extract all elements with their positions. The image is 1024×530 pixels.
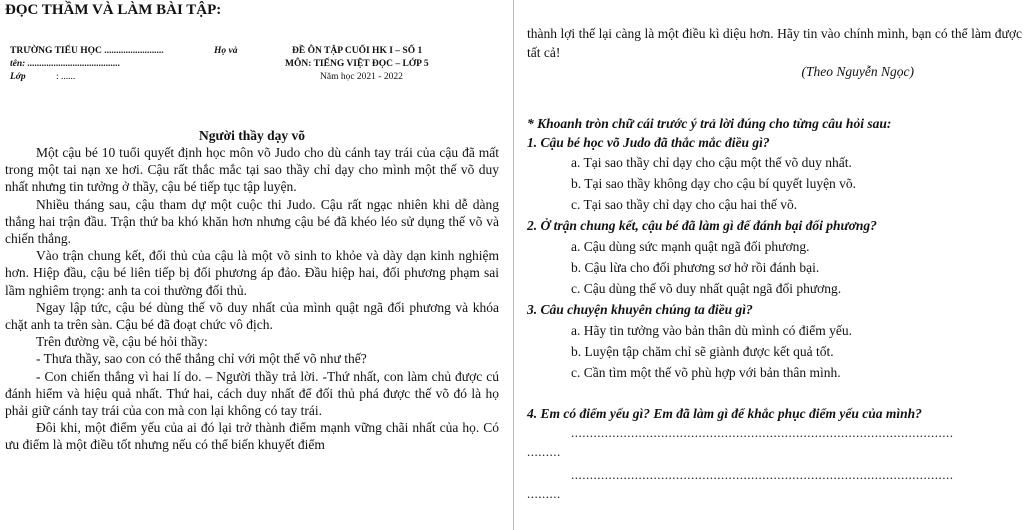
question-2: 2. Ở trận chung kết, cậu bé đã làm gì để đánh bại đối phương? <box>527 218 877 233</box>
option-3c[interactable]: c. Cần tìm một thế võ phù hợp với bản thân mình. <box>571 365 841 380</box>
story-paragraph: Vào trận chung kết, đối thủ của cậu là một võ sinh to khỏe và dày dạn kinh nghiệm hơn. Hiệp đầu, cậu bé liên tiếp bị đối phương áp đảo. Đầu hiệp hai, đối phương phạm sai lầm nghiêm trọng: anh ta coi thường đối thủ. <box>5 248 499 298</box>
name-field: tên: ....................................... <box>10 59 121 69</box>
school-field: TRƯỜNG TIỂU HỌC ......................... <box>10 46 164 56</box>
option-2a[interactable]: a. Cậu dùng sức mạnh quật ngã đối phương. <box>571 239 810 254</box>
question-4: 4. Em có điểm yếu gì? Em đã làm gì để khắc phục điểm yếu của mình? <box>527 406 922 421</box>
story-continuation: thành lợi thế lại càng là một điều kì diệu hơn. Hãy tin vào chính mình, bạn có thể làm được tất cả! <box>527 26 1022 60</box>
exam-subject: MÔN: TIẾNG VIỆT ĐỌC – LỚP 5 <box>285 59 429 69</box>
option-1b[interactable]: b. Tại sao thầy không dạy cho cậu bí quyết luyện võ. <box>571 176 857 191</box>
story-paragraph: Nhiều tháng sau, cậu tham dự một cuộc thi Judo. Cậu rất ngạc nhiên khi dễ dàng thắng hai trận đầu. Trận thứ ba khó khăn hơn nhưng cậu bé đã khéo léo sử dụng thế võ và chiến thắng. <box>5 196 499 247</box>
name-label: Họ và <box>214 46 238 56</box>
answer-line[interactable]: ......... <box>527 486 561 501</box>
story-author: (Theo Nguyễn Ngọc) <box>801 64 914 79</box>
story-paragraph: Đôi khi, một điểm yếu của ai đó lại trở thành điểm mạnh vững chãi nhất của họ. Có ưu điểm là một điều tốt nhưng nếu có thể biến khuyết điểm <box>5 420 499 453</box>
exam-title: ĐỀ ÔN TẬP CUỐI HK I – SỐ 1 <box>292 46 423 56</box>
option-2b[interactable]: b. Cậu lừa cho đối phương sơ hở rồi đánh bại. <box>571 260 820 275</box>
section-title: ĐỌC THẦM VÀ LÀM BÀI TẬP: <box>5 2 222 18</box>
question-1: 1. Cậu bé học võ Judo đã thắc mắc điều gì? <box>527 135 770 150</box>
option-1a[interactable]: a. Tại sao thầy chỉ dạy cho cậu một thế võ duy nhất. <box>571 155 852 170</box>
question-3: 3. Câu chuyện khuyên chúng ta điều gì? <box>527 302 753 317</box>
option-3a[interactable]: a. Hãy tin tưởng vào bản thân dù mình có điểm yếu. <box>571 323 853 338</box>
exercise-instruction: * Khoanh tròn chữ cái trước ý trả lời đúng cho từng câu hỏi sau: <box>527 116 892 131</box>
answer-line[interactable]: ...................................................................................................... <box>571 467 954 482</box>
option-1c[interactable]: c. Tại sao thầy chỉ dạy cho cậu hai thế võ. <box>571 197 798 212</box>
exam-year: Năm học 2021 - 2022 <box>320 72 403 82</box>
option-2c[interactable]: c. Cậu dùng thế võ duy nhất quật ngã đối phương. <box>571 281 842 296</box>
option-3b[interactable]: b. Luyện tập chăm chỉ sẽ giành được kết quả tốt. <box>571 344 834 359</box>
story-paragraph: - Thưa thầy, sao con có thể thắng chỉ với một thế võ như thế? <box>36 351 367 367</box>
story-paragraph: - Con chiến thắng vì hai lí do. – Người thầy trả lời. -Thứ nhất, con làm chủ được cú đánh hiểm và hiệu quả nhất. Thứ hai, cách duy nhất để đối thủ phá được thế võ đó là họ phải giữ cánh tay trái của con mà con lại không có tay trái. <box>5 368 499 419</box>
class-label: Lớp <box>10 72 26 82</box>
column-divider <box>513 0 514 530</box>
answer-line[interactable]: ......... <box>527 444 561 459</box>
story-body <box>5 144 499 454</box>
story-paragraph: Một cậu bé 10 tuổi quyết định học môn võ Judo cho dù cánh tay trái của cậu đã mất trong một tai nạn xe hơi. Cậu rất thắc mắc tại sao thầy chỉ dạy cho mình một thế võ duy nhất nhưng tin tưởng ở thầy, cậu bé tiếp tục tập luyện. <box>5 145 499 195</box>
answer-line[interactable]: ...................................................................................................... <box>571 425 954 440</box>
story-paragraph: Ngay lập tức, cậu bé dùng thế võ duy nhất của mình quật ngã đối phương và khóa chặt anh ta trên sàn. Cậu bé đã đoạt chức vô địch. <box>5 299 499 333</box>
class-field: : ...... <box>56 72 76 82</box>
story-title: Người thầy dạy võ <box>199 128 305 143</box>
story-paragraph: Trên đường về, cậu bé hỏi thầy: <box>36 334 208 350</box>
